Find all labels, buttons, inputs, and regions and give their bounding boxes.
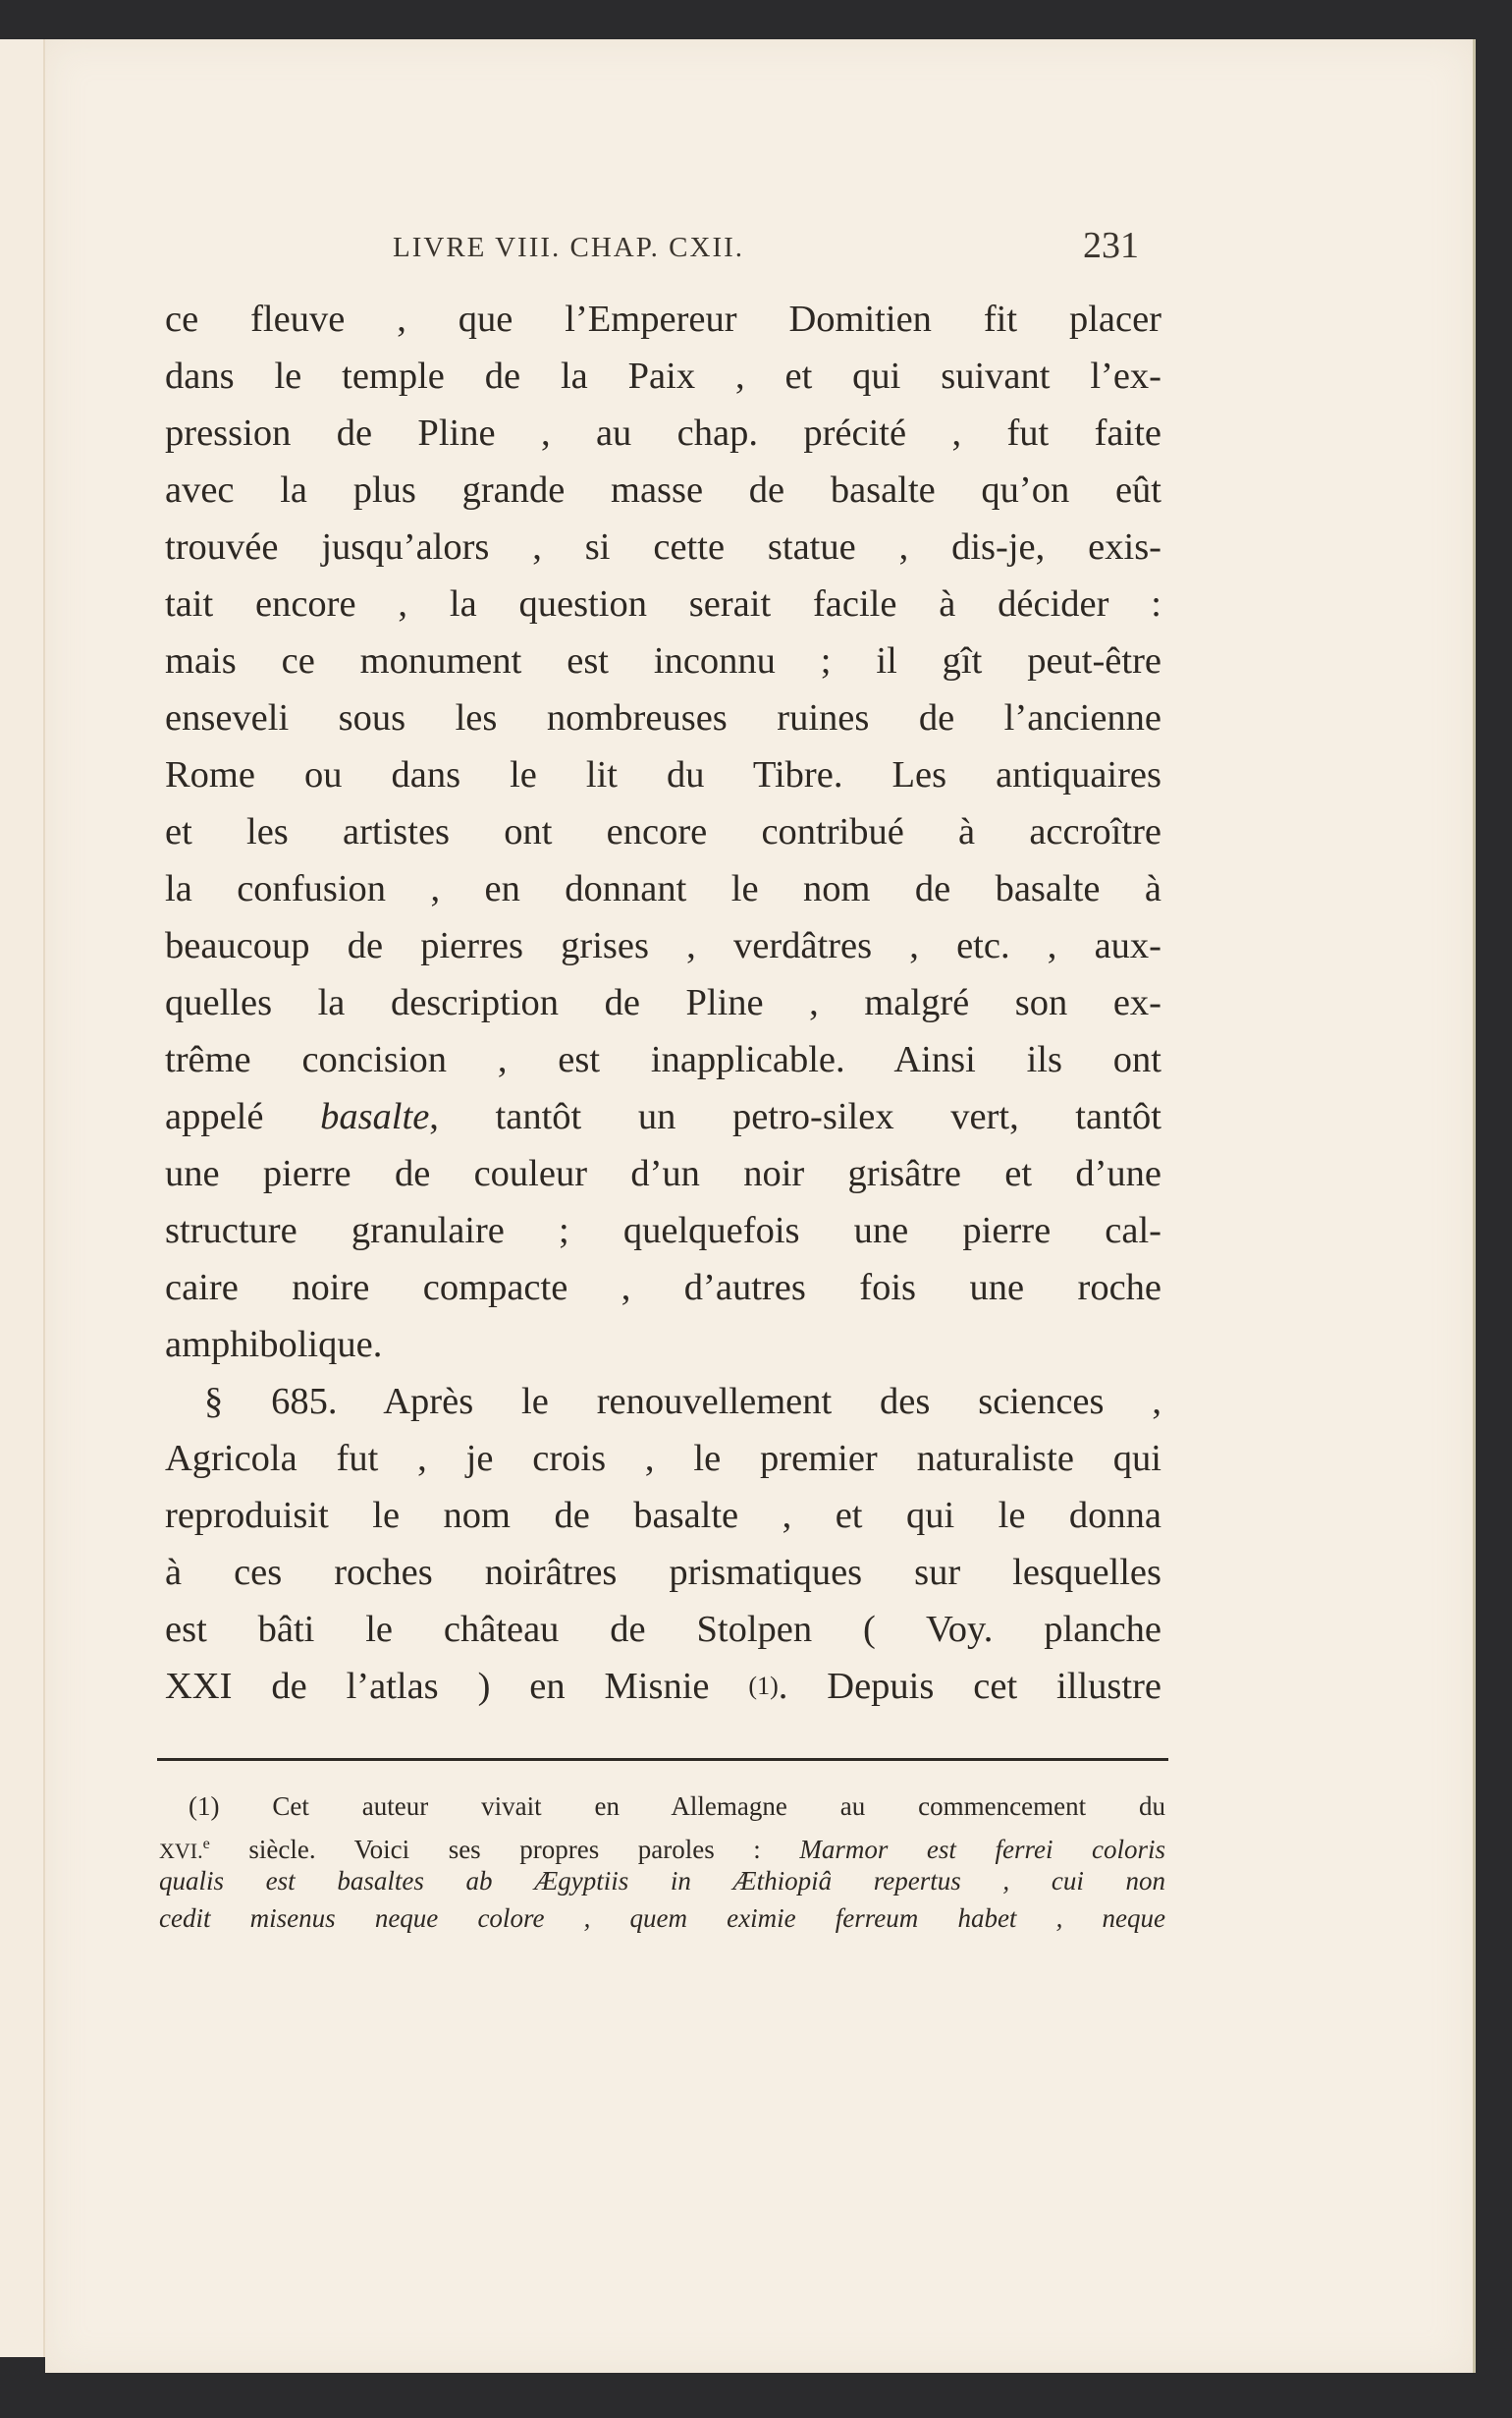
footnote: [159, 1787, 1165, 1937]
text-line: ce fleuve , que l’Empereur Domitien fit placer: [165, 299, 1161, 340]
text-line: quelles la description de Pline , malgré son ex-: [165, 982, 1161, 1023]
text-line: mais ce monument est inconnu ; il gît peut-être: [165, 640, 1161, 682]
text-line: une pierre de couleur d’un noir grisâtre et d’une: [165, 1153, 1161, 1194]
text-line: trême concision , est inapplicable. Ainsi ils ont: [165, 1039, 1161, 1080]
text-line: tait encore , la question serait facile à décider :: [165, 583, 1161, 625]
footnote-reference[interactable]: (1): [748, 1672, 779, 1700]
footnote-separator-rule: [157, 1758, 1168, 1761]
text-line: amphibolique.: [165, 1324, 383, 1365]
footnote-line: [159, 1825, 1165, 1862]
text-fragment: XVI.: [159, 1839, 203, 1863]
adjacent-page-edge: [0, 39, 45, 2357]
text-line: la confusion , en donnant le nom de basalte à: [165, 868, 1161, 909]
text-line: reproduisit le nom de basalte , et qui le donna: [165, 1495, 1161, 1536]
text-line: structure granulaire ; quelquefois une pierre cal-: [165, 1210, 1161, 1251]
italic-term: basalte: [320, 1096, 430, 1137]
superscript: e: [202, 1835, 210, 1852]
text-line: trouvée jusqu’alors , si cette statue , dis-je, exis-: [165, 526, 1161, 568]
text-fragment: . Depuis cet illustre: [778, 1666, 1161, 1707]
text-line: Agricola fut , je crois , le premier naturaliste qui: [165, 1438, 1161, 1479]
footnote-line: (1) Cet auteur vivait en Allemagne au commencement du: [189, 1791, 1165, 1821]
text-line: est bâti le château de Stolpen ( Voy. planche: [165, 1609, 1161, 1650]
footnote-line: [159, 1862, 1165, 1899]
text-line: enseveli sous les nombreuses ruines de l’ancienne: [165, 697, 1161, 739]
text-line: avec la plus grande masse de basalte qu’on eût: [165, 469, 1161, 511]
text-line: [165, 1088, 1161, 1145]
text-line: caire noire compacte , d’autres fois une roche: [165, 1267, 1161, 1308]
latin-quote: cedit misenus neque colore , quem eximie ferreum habet , neque: [159, 1903, 1165, 1933]
text-line: beaucoup de pierres grises , verdâtres , etc. , aux-: [165, 925, 1161, 966]
page-header: [393, 224, 1139, 273]
page-number: 231: [1083, 225, 1139, 266]
text-fragment: appelé: [165, 1096, 321, 1137]
text-line: et les artistes ont encore contribué à accroître: [165, 811, 1161, 852]
text-line: pression de Pline , au chap. précité , fut faite: [165, 412, 1161, 454]
running-head: LIVRE VIII. CHAP. CXII.: [393, 232, 745, 263]
latin-quote: qualis est basaltes ab Ægyptiis in Æthiopiâ repertus , cui non: [159, 1866, 1165, 1896]
text-fragment: siècle. Voici ses propres paroles :: [209, 1835, 800, 1864]
text-fragment: XXI de l’atlas ) en Misnie: [165, 1666, 749, 1707]
latin-quote: Marmor est ferrei coloris: [799, 1835, 1166, 1864]
text-line: Rome ou dans le lit du Tibre. Les antiquaires: [165, 754, 1161, 796]
text-fragment: , tantôt un petro-silex vert, tantôt: [429, 1096, 1161, 1137]
paragraph-start: § 685. Après le renouvellement des sciences ,: [204, 1381, 1161, 1422]
footnote-line: [159, 1899, 1165, 1937]
text-line: à ces roches noirâtres prismatiques sur lesquelles: [165, 1552, 1161, 1593]
body-text: [165, 291, 1161, 1715]
text-line: dans le temple de la Paix , et qui suivant l’ex-: [165, 356, 1161, 397]
text-line: [165, 1658, 1161, 1715]
